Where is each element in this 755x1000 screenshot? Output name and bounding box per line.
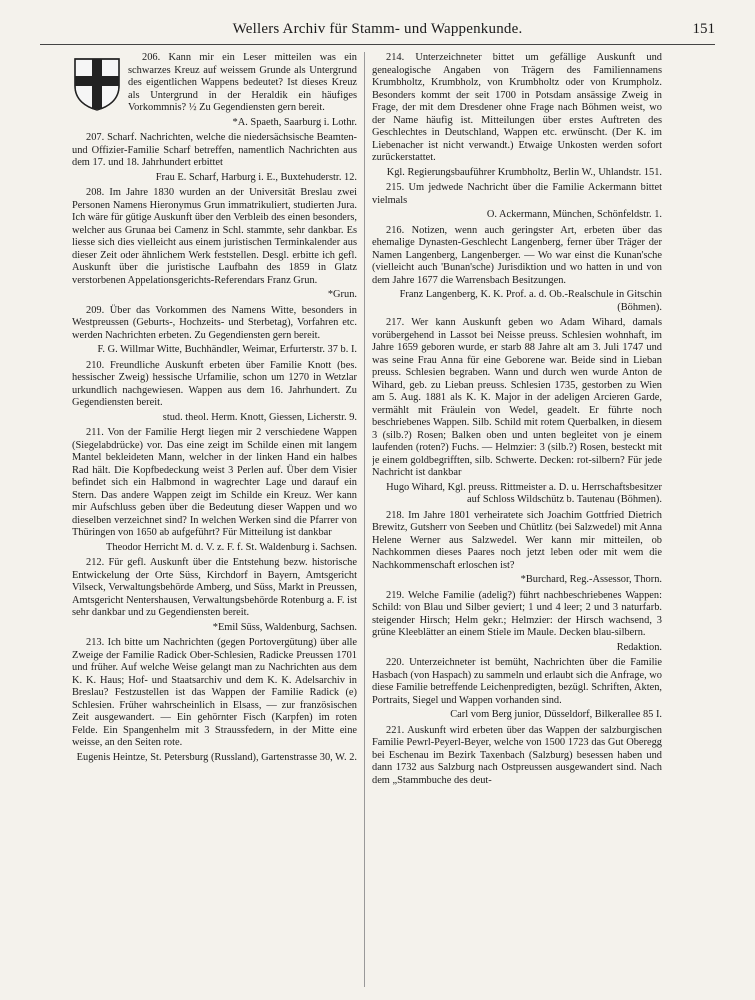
entry-signature: F. G. Willmar Witte, Buchhändler, Weimar, Erfurterstr. 37 b. I. — [97, 344, 357, 355]
query-entry-220 — [372, 657, 662, 722]
column-divider — [364, 52, 365, 987]
entry-text: 210. Freundliche Auskunft erbeten über Familie Knott (bes. hessischer Zweig) hessische Urfamilie, schon um 1270 in Wetzlar urkundlich nachgewiesen. Wappen aus dem 16. Jahrhundert. Zu Gegendiensten bereit. — [72, 359, 357, 408]
entry-text: 219. Welche Familie (adelig?) führt nachbeschriebenes Wappen: Schild: von Blau und Silber geviert; 1 und 4 leer; 2 und 3 naturfarb. steigender Hirsch; Helm gekr.; Helmzier: der Hirsch wachsend, 3 grüne Kleeblätter an einem Stiele im Maule. Decken blau-silbern. — [372, 589, 662, 638]
entry-signature: Redaktion. — [616, 641, 662, 653]
entry-signature: Eugenis Heintze, St. Petersburg (Russland), Gartenstrasse 30, W. 2. — [76, 751, 357, 763]
entry-text: 214. Unterzeichneter bittet um gefällige Auskunft und genealogische Angaben von Trägern des Familiennamens Krumbholtz, Krumbholz, von Krumbholtz oder von Krumpholz. Besonders kommt der seit 1700 in Potsdam ansässige Zweig in Frage, der mit dem Dresdener ohne Frage nach Böhmen weist, wo der Name häufig ist. Mitteilungen über erstes Auftreten des Geschlechtes in Deutschland, Wappen etc. erwünscht. (Der K. im Liebenacher ist nicht verwandt.) Etwaige Unkosten werden sofort zurückerstattet. — [372, 52, 662, 163]
page-header — [40, 18, 715, 45]
entry-signature: *Burchard, Reg.-Assessor, Thorn. — [520, 574, 662, 585]
entry-signature: stud. theol. Herm. Knott, Giessen, Licherstr. 9. — [162, 411, 357, 423]
entry-text: 220. Unterzeichneter ist bemüht, Nachrichten über die Familie Hasbach (von Haspach) zu sammeln und erlaubt sich die Anfrage, wo diese Familie betreffende Leichenpredigten, bezügl. Schriften, Akten, Portraits, Siegel und Wappen vorhanden sind. — [372, 657, 662, 706]
query-entry-211 — [72, 427, 357, 554]
entry-signature: *Grun. — [327, 289, 357, 300]
entry-signature: Frau E. Scharf, Harburg i. E., Buxtehuderstr. 12. — [155, 171, 357, 183]
query-entry-207 — [72, 132, 357, 184]
entry-signature: Theodor Herricht M. d. V. z. F. f. St. Waldenburg i. Sachsen. — [106, 541, 357, 553]
entry-text: 215. Um jedwede Nachricht über die Familie Ackermann bittet vielmals — [372, 182, 662, 206]
query-entry-221 — [372, 725, 662, 788]
entry-text: 212. Für gefl. Auskunft über die Entstehung bezw. historische Entwickelung der Orte Süss, Kirchdorf in Bayern, Amtsgericht Vilseck, Verwaltungsbehörde Amberg, und Süss, Markt in Preussen, Amtsgericht Nentershausen, Verwaltungsbehörde Rotenburg a. F. ist sehr dankbar und zu Gegendiensten bereit. — [72, 557, 357, 618]
right-column — [372, 52, 662, 992]
running-title: Wellers Archiv für Stamm- und Wappenkunde. — [232, 21, 523, 37]
entry-text: 221. Auskunft wird erbeten über das Wappen der salzburgischen Familie Pewrl-Peyerl-Beyer, welche von 1500 1723 das Gut Oberegg bei Eschenau im Bezirk Taxenbach (Salzburg) besessen haben und dann 1732 aus Salzburg nach Ostpreussen ausgewandert sind. Nach dem „Stammbuche des deut- — [372, 724, 662, 786]
entry-signature: Kgl. Regierungsbauführer Krumbholtz, Berlin W., Uhlandstr. 151. — [386, 166, 662, 178]
page-number: 151 — [692, 21, 715, 37]
query-entry-213 — [72, 637, 357, 764]
entry-text: 207. Scharf. Nachrichten, welche die niedersächsische Beamten- und Offizier-Familie Scharf betreffen, namentlich Nachrichten aus dem 17. und 18. Jahrhundert erbittet — [72, 132, 357, 168]
entry-text: 216. Notizen, wenn auch geringster Art, erbeten über das ehemalige Dynasten-Geschlecht Langenberg, ferner über Träger der Namen Langenberg, Langenberger. — Wo war einst die Kunan'sche (vielleicht auch 'Bunan'sche) Jurisdiktion und wo hatten in und von dem Jahre 1677 die Warrensbach Besitzungen. — [372, 224, 662, 286]
coat-of-arms-icon — [72, 56, 122, 112]
query-entry-215 — [372, 182, 662, 222]
query-entry-218 — [372, 510, 662, 587]
query-entry-219 — [372, 590, 662, 655]
entry-text: 208. Im Jahre 1830 wurden an der Universität Breslau zwei Personen Namens Hieronymus Grun immatrikuliert, studierten Jura. Ich wäre für gütige Auskunft über den Verbleib des einen besonders, welcher aus Grunaa bei Camenz in Schl. stammte, sehr dankbar. Es liesse sich dies vielleicht aus einem juristischen Terminkalender aus dieser Zeit oder ähnlichem Werk feststellen. Desgl. erbitte ich gefl. Auskunft über die juristische Laufbahn des 1859 in Glatz verstorbenen Appelationsgerichts-Referendars Franz Grun. — [72, 187, 357, 286]
query-entry-217 — [372, 317, 662, 507]
entry-signature: *Emil Süss, Waldenburg, Sachsen. — [212, 621, 357, 633]
entry-text: 206. Kann mir ein Leser mitteilen was ein schwarzes Kreuz auf weissem Grunde als Untergrund des eigentlichen Wappens bedeutet? Ist dieses Kreuz als Untergrund in der Heraldik ein häufiges Vorkommnis? ½ Zu Gegendiensten gern bereit. — [128, 52, 357, 113]
query-entry-209 — [72, 305, 357, 357]
query-entry-212 — [72, 557, 357, 634]
query-entry-214 — [372, 52, 662, 179]
entry-signature: Carl vom Berg junior, Düsseldorf, Bilkerallee 85 I. — [450, 709, 662, 720]
entry-text: 218. Im Jahre 1801 verheiratete sich Joachim Gottfried Dietrich Brewitz, Gutsherr von Seeben und Chütlitz (bei Salzwedel) mit Anna Helene Werner aus Salzwedel. Wer kann mir mitteilen, ob Nachkommen dieses Paares noch jetzt leben oder mit wem die Nachkommenschaft erloschen ist? — [372, 509, 662, 571]
entry-signature: Hugo Wihard, Kgl. preuss. Rittmeister a. D. u. Herrschaftsbesitzer auf Schloss Wildschütz b. Tautenau (Böhmen). — [386, 481, 662, 505]
query-entry-208 — [72, 187, 357, 302]
entry-text: 217. Wer kann Auskunft geben wo Adam Wihard, damals vorübergehend in Lassot bei Neisse preuss. Schlesien wohnhaft, im Jahre 1659 geboren wurde, er starb 88 Jahre alt am 3. Juli 1747 und was seine Frau Anna für eine Geborene war. Beide sind in Lieban preuss. Schlesien begraben. Wann und durch wen wurde Anton de Wihard, geb. zu Lieban preuss. Schlesien 1735, gestorben zu Wien am 5. Aug. 1881 als K. K. Major in der adeligen Arcieren Garde, vermählt mit Fräulein von Wedel, geadelt. Er führte noch beschriebenes Wappen. Silb. Schild mit rotem Querbalken, in diesem 3 (silb.?) Rosen; Balken oben und unten begleitet von je einem laufenden (roten?) Fuchs. — Helmzier: 3 (silb.?) Rosen, besteckt mit je einem goldbegrifften, silb. Schwerte. Decken: rot-silbern? Für jede Nachricht ist dankbar — [372, 317, 662, 478]
entry-text: 213. Ich bitte um Nachrichten (gegen Portovergütung) über alle Zweige der Familie Radick Ober-Schlesien, Radicke Preussen 1701 und früher. Auf welche Weise gelangt man zu Nachrichten aus dem K. K. Haus; Hof- und Staatsarchiv und dem K. K. Adelsarchiv in Breslau? Festzustellen ist das Wappen der Familie Radick (e) Schlesien. Früher wahrscheinlich in Elsass, — zur französischen Zeit ausgewandert. — Ein gehörnter Fisch (Karpfen) im roten Felde. Ein Spangenhelm mit 3 Straussfedern, in der Mitte eine weisse, an den Seiten rote. — [72, 637, 357, 748]
query-entry-210 — [72, 360, 357, 425]
entry-text: 209. Über das Vorkommen des Namens Witte, besonders in Westpreussen (Geburts-, Hochzeits- und Sterbetag), Vorfahren etc. werden Nachrichten erbeten. Zu Gegendiensten gern bereit. — [72, 304, 357, 341]
query-entry-216 — [372, 225, 662, 315]
entry-text: 211. Von der Familie Hergt liegen mir 2 verschiedene Wappen (Siegelabdrücke) vor. Das eine zeigt im Schilde einen mit langem Mantel bekleideten Mann, welcher in der linken Hand ein halbes Rad hält. Die Kopfbedeckung weist 3 Perlen auf. Über dem Visier befindet sich ein Halbmond in wagrechter Lage und darauf ein Stern. Das andere Wappen zeigt im Schilde ein Kreuz. Wer kann mir Aufschluss geben über die Bedeutung dieser Wappen und wo dieselben verzeichnet sind? In welchen Werken sind die Pfarrer von Thüringen von 1650 ab aufgeführt? Für Mitteilung ist dankbar — [72, 427, 357, 538]
entry-signature: *A. Spaeth, Saarburg i. Lothr. — [232, 116, 357, 128]
left-column — [72, 52, 357, 992]
entry-signature: O. Ackermann, München, Schönfeldstr. 1. — [486, 209, 662, 220]
entry-signature: Franz Langenberg, K. K. Prof. a. d. Ob.-Realschule in Gitschin (Böhmen). — [399, 289, 662, 313]
